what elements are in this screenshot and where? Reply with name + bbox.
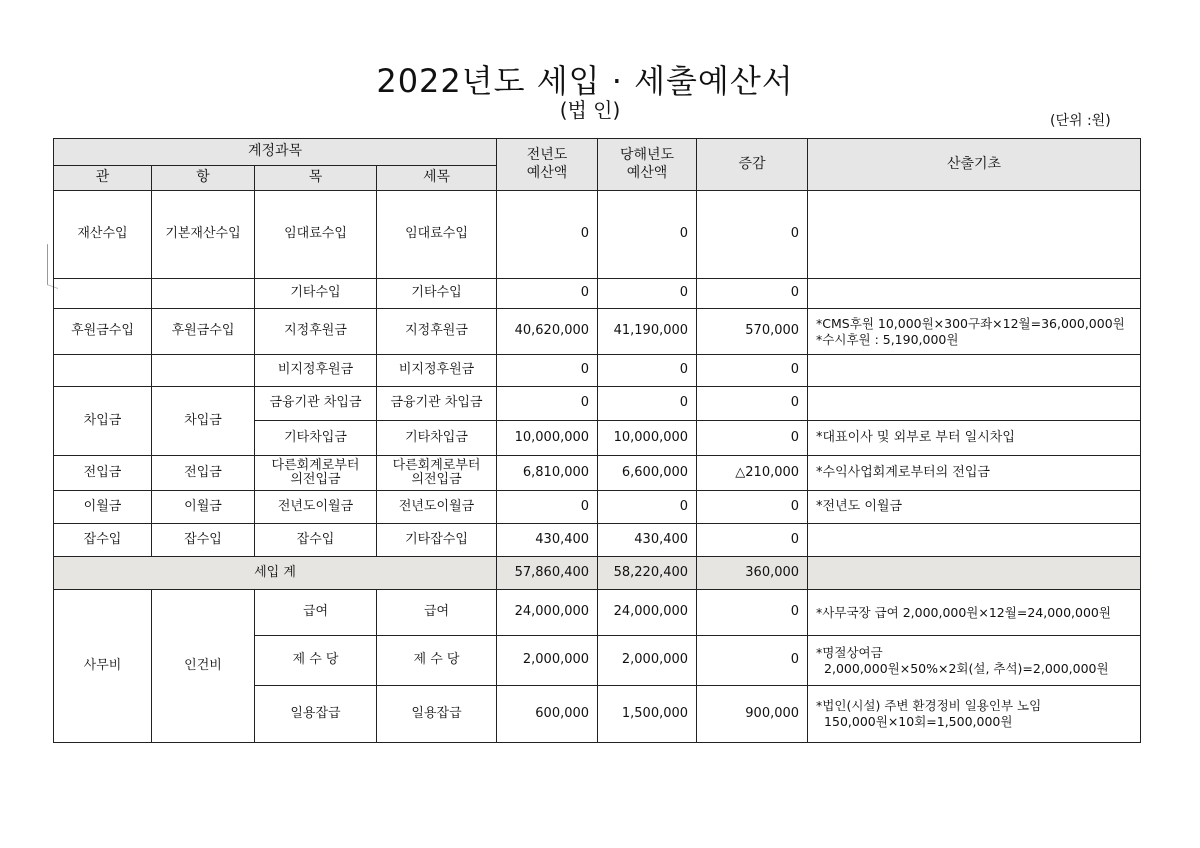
cell-diff: 0 bbox=[697, 355, 808, 387]
cell-prev: 0 bbox=[497, 191, 598, 279]
cell-diff: 0 bbox=[697, 590, 808, 636]
cell-basis: *사무국장 급여 2,000,000원×12월=24,000,000원 bbox=[808, 590, 1141, 636]
header-prev-budget: 전년도 예산액 bbox=[497, 139, 598, 191]
cell-basis bbox=[808, 355, 1141, 387]
cell-prev: 0 bbox=[497, 387, 598, 421]
cell-gwan bbox=[54, 355, 152, 387]
cell-semok: 기타수입 bbox=[377, 279, 497, 309]
cell-curr: 0 bbox=[598, 191, 697, 279]
cell-diff: 570,000 bbox=[697, 309, 808, 355]
cell-basis bbox=[808, 387, 1141, 421]
cell-basis bbox=[808, 191, 1141, 279]
header-change: 증감 bbox=[697, 139, 808, 191]
header-mok: 목 bbox=[255, 166, 377, 191]
table-row bbox=[54, 524, 1141, 557]
total-curr: 58,220,400 bbox=[598, 557, 697, 590]
cell-prev: 10,000,000 bbox=[497, 421, 598, 456]
budget-table bbox=[53, 138, 1141, 743]
table-row bbox=[54, 191, 1141, 279]
cell-mok: 잡수입 bbox=[255, 524, 377, 557]
table-row bbox=[54, 387, 1141, 421]
cell-gwan bbox=[54, 279, 152, 309]
header-hang: 항 bbox=[152, 166, 255, 191]
cell-semok: 일용잡급 bbox=[377, 686, 497, 743]
cell-hang bbox=[152, 355, 255, 387]
cell-prev: 2,000,000 bbox=[497, 636, 598, 686]
total-label: 세입 계 bbox=[54, 557, 497, 590]
cell-curr: 0 bbox=[598, 279, 697, 309]
document-title: 2022년도 세입 · 세출예산서 bbox=[376, 62, 794, 100]
cell-diff: 0 bbox=[697, 491, 808, 524]
cell-prev: 430,400 bbox=[497, 524, 598, 557]
cell-diff: 0 bbox=[697, 636, 808, 686]
cell-gwan: 사무비 bbox=[54, 590, 152, 743]
total-diff: 360,000 bbox=[697, 557, 808, 590]
total-prev: 57,860,400 bbox=[497, 557, 598, 590]
cell-gwan: 전입금 bbox=[54, 456, 152, 491]
cell-mok: 기타수입 bbox=[255, 279, 377, 309]
total-basis bbox=[808, 557, 1141, 590]
cell-semok: 임대료수입 bbox=[377, 191, 497, 279]
cell-hang: 잡수입 bbox=[152, 524, 255, 557]
cell-semok: 비지정후원금 bbox=[377, 355, 497, 387]
cell-gwan: 후원금수입 bbox=[54, 309, 152, 355]
header-gwan: 관 bbox=[54, 166, 152, 191]
unit-label: (단위 :원) bbox=[1050, 113, 1111, 129]
table-row bbox=[54, 491, 1141, 524]
cell-curr: 10,000,000 bbox=[598, 421, 697, 456]
cell-gwan: 차입금 bbox=[54, 387, 152, 456]
cell-mok: 제 수 당 bbox=[255, 636, 377, 686]
cell-semok: 급여 bbox=[377, 590, 497, 636]
cell-mok: 임대료수입 bbox=[255, 191, 377, 279]
table-row bbox=[54, 355, 1141, 387]
cell-curr: 430,400 bbox=[598, 524, 697, 557]
cell-semok: 전년도이월금 bbox=[377, 491, 497, 524]
cell-gwan: 잡수입 bbox=[54, 524, 152, 557]
cell-curr: 6,600,000 bbox=[598, 456, 697, 491]
cell-basis: *CMS후원 10,000원×300구좌×12월=36,000,000원 *수시후원 : 5,190,000원 bbox=[808, 309, 1141, 355]
cell-mok: 다른회계로부터 의전입금 bbox=[255, 456, 377, 491]
cell-basis: *수익사업회계로부터의 전입금 bbox=[808, 456, 1141, 491]
cell-hang: 기본재산수입 bbox=[152, 191, 255, 279]
cell-hang: 이월금 bbox=[152, 491, 255, 524]
cell-curr: 2,000,000 bbox=[598, 636, 697, 686]
cell-prev: 6,810,000 bbox=[497, 456, 598, 491]
cell-basis: *전년도 이월금 bbox=[808, 491, 1141, 524]
cell-gwan: 이월금 bbox=[54, 491, 152, 524]
cell-diff: 0 bbox=[697, 387, 808, 421]
cell-curr: 41,190,000 bbox=[598, 309, 697, 355]
cell-prev: 0 bbox=[497, 491, 598, 524]
cell-curr: 0 bbox=[598, 355, 697, 387]
cell-curr: 24,000,000 bbox=[598, 590, 697, 636]
cell-basis: *명절상여금 2,000,000원×50%×2회(설, 추석)=2,000,000원 bbox=[808, 636, 1141, 686]
cell-basis bbox=[808, 524, 1141, 557]
cell-mok: 지정후원금 bbox=[255, 309, 377, 355]
cell-basis: *대표이사 및 외부로 부터 일시차입 bbox=[808, 421, 1141, 456]
total-row bbox=[54, 557, 1141, 590]
cell-hang bbox=[152, 279, 255, 309]
cell-prev: 0 bbox=[497, 279, 598, 309]
cell-prev: 0 bbox=[497, 355, 598, 387]
cell-semok: 다른회계로부터 의전입금 bbox=[377, 456, 497, 491]
cell-curr: 0 bbox=[598, 387, 697, 421]
table-row bbox=[54, 590, 1141, 636]
cell-hang: 차입금 bbox=[152, 387, 255, 456]
cell-diff: 900,000 bbox=[697, 686, 808, 743]
cell-mok: 일용잡급 bbox=[255, 686, 377, 743]
cell-basis bbox=[808, 279, 1141, 309]
table-row bbox=[54, 279, 1141, 309]
table-row bbox=[54, 456, 1141, 491]
cell-diff: 0 bbox=[697, 524, 808, 557]
cell-hang: 후원금수입 bbox=[152, 309, 255, 355]
header-curr-budget: 당해년도 예산액 bbox=[598, 139, 697, 191]
cell-semok: 지정후원금 bbox=[377, 309, 497, 355]
header-semok: 세목 bbox=[377, 166, 497, 191]
cell-mok: 비지정후원금 bbox=[255, 355, 377, 387]
table-row bbox=[54, 309, 1141, 355]
header-basis: 산출기초 bbox=[808, 139, 1141, 191]
header-account: 계정과목 bbox=[54, 139, 497, 166]
cell-diff: 0 bbox=[697, 421, 808, 456]
cell-prev: 24,000,000 bbox=[497, 590, 598, 636]
cell-mok: 금융기관 차입금 bbox=[255, 387, 377, 421]
cell-prev: 40,620,000 bbox=[497, 309, 598, 355]
cell-curr: 0 bbox=[598, 491, 697, 524]
cell-gwan: 재산수입 bbox=[54, 191, 152, 279]
document-subtitle: (법 인) bbox=[559, 98, 621, 122]
cell-hang: 인건비 bbox=[152, 590, 255, 743]
cell-basis: *법인(시설) 주변 환경정비 일용인부 노임 150,000원×10회=1,500,000원 bbox=[808, 686, 1141, 743]
cell-diff: 0 bbox=[697, 279, 808, 309]
cell-semok: 제 수 당 bbox=[377, 636, 497, 686]
cell-semok: 기타잡수입 bbox=[377, 524, 497, 557]
cell-prev: 600,000 bbox=[497, 686, 598, 743]
cell-mok: 기타차입금 bbox=[255, 421, 377, 456]
cell-diff: 0 bbox=[697, 191, 808, 279]
cell-hang: 전입금 bbox=[152, 456, 255, 491]
cell-semok: 금융기관 차입금 bbox=[377, 387, 497, 421]
cell-curr: 1,500,000 bbox=[598, 686, 697, 743]
cell-diff: △210,000 bbox=[697, 456, 808, 491]
cell-mok: 급여 bbox=[255, 590, 377, 636]
cell-semok: 기타차입금 bbox=[377, 421, 497, 456]
cell-mok: 전년도이월금 bbox=[255, 491, 377, 524]
